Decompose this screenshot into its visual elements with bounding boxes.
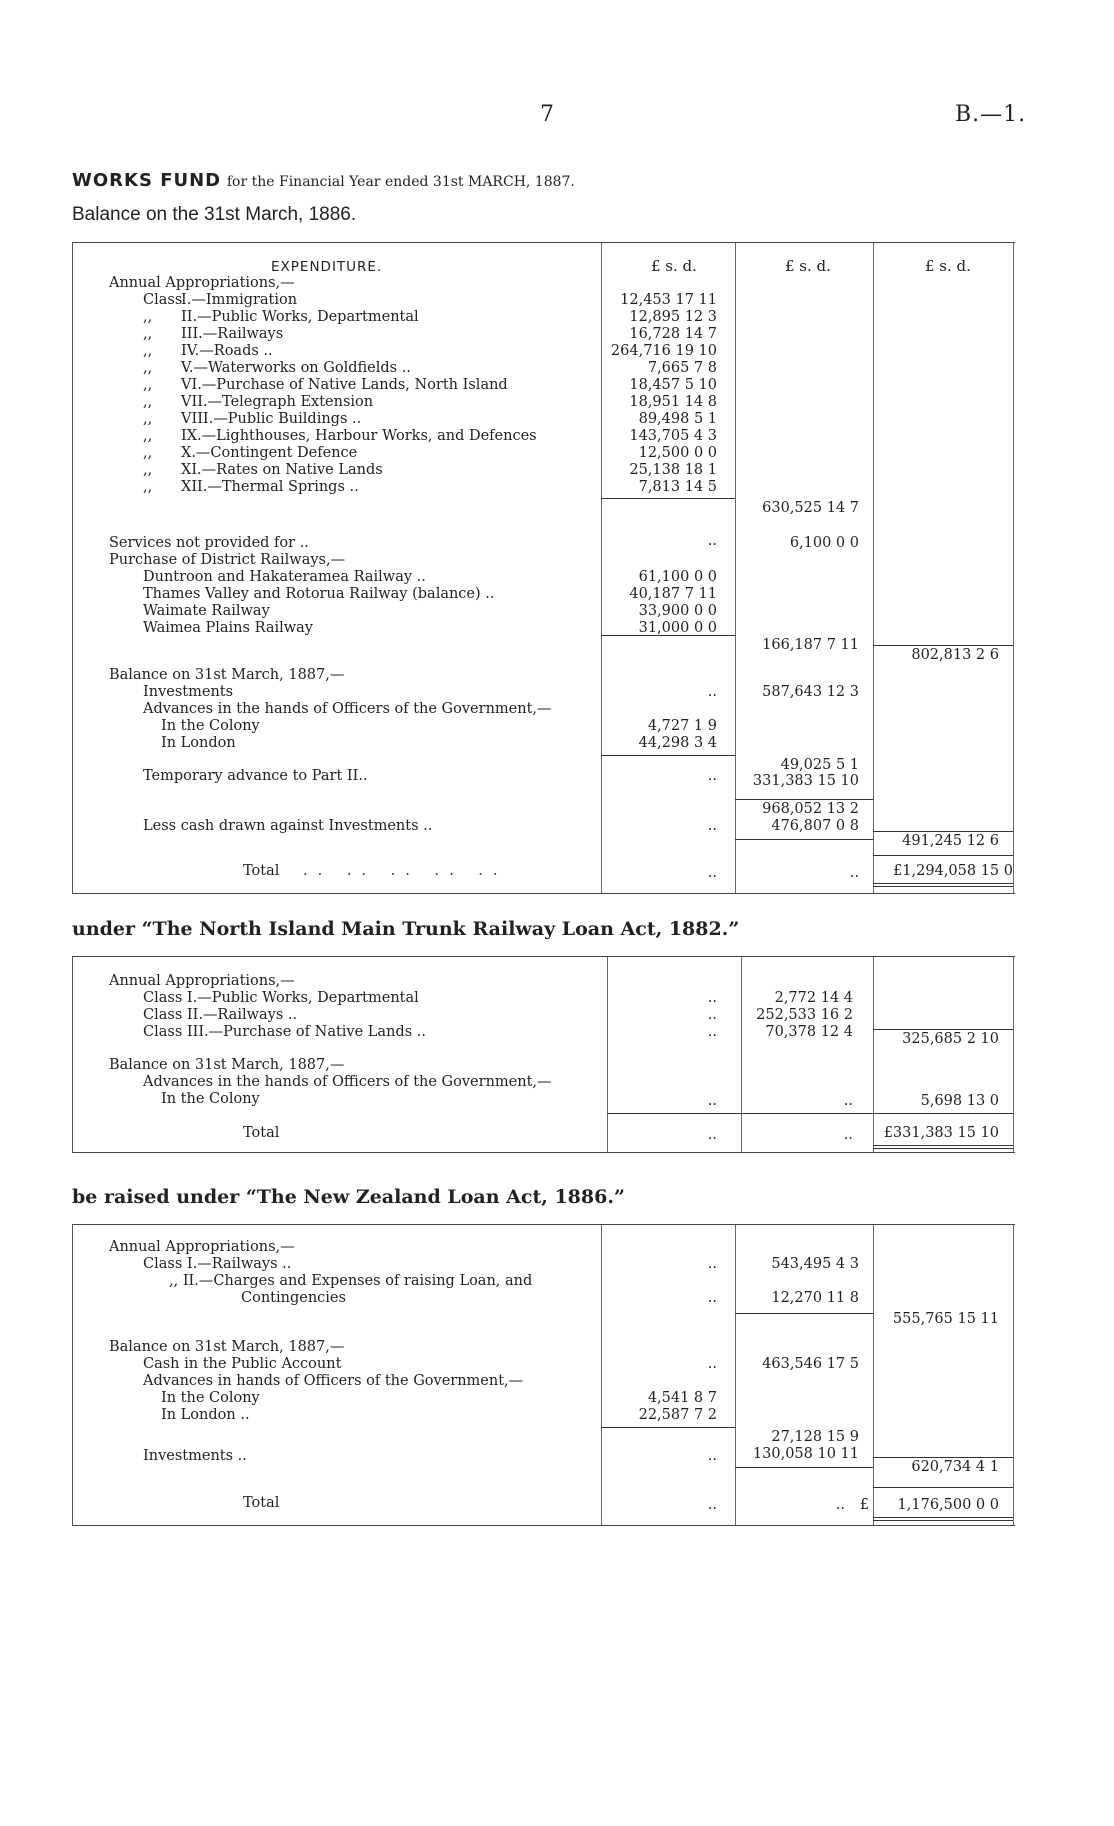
annual-total: 630,525 14 7 <box>762 500 859 516</box>
class-prefix: ,, <box>143 479 153 495</box>
railway-label: Waimea Plains Railway <box>143 620 313 636</box>
s3-class1-label: Class I.—Railways .. <box>143 1256 292 1272</box>
temporary-advance-value: 331,383 15 10 <box>752 773 859 789</box>
s3-balance-total: 620,734 4 1 <box>911 1459 999 1475</box>
s3-class1-value: 543,495 4 3 <box>771 1256 859 1272</box>
s3-london-label: In London .. <box>161 1407 250 1423</box>
class-prefix: Class <box>143 292 183 308</box>
works-fund-title-big: WORKS FUND <box>72 170 222 191</box>
london-value: 44,298 3 4 <box>638 735 717 751</box>
class-prefix: ,, <box>143 394 153 410</box>
class-label: X.—Contingent Defence <box>181 445 358 461</box>
railways-total: 166,187 7 11 <box>762 637 859 653</box>
section2-table <box>72 956 1015 1153</box>
s3-cash-dots: .. <box>707 1356 717 1372</box>
s3-colony-value: 4,541 8 7 <box>647 1390 717 1406</box>
class-label: XII.—Thermal Springs .. <box>181 479 359 495</box>
s3-cash-label: Cash in the Public Account <box>143 1356 342 1372</box>
s3-colony-label: In the Colony <box>161 1390 260 1406</box>
s2-advances-label: Advances in the hands of Officers of the Government,— <box>143 1074 552 1090</box>
s2-class-dots: .. <box>707 1024 717 1040</box>
purchase-label: Purchase of District Railways,— <box>109 552 346 568</box>
class-prefix: ,, <box>143 309 153 325</box>
s2-colony-label: In the Colony <box>161 1091 260 1107</box>
class-prefix: ,, <box>143 343 153 359</box>
expenditure-table <box>72 242 1015 894</box>
s3-total-dots1: .. <box>707 1497 717 1513</box>
class-label: I.—Immigration <box>181 292 298 308</box>
grand-total: £1,294,058 15 0 <box>893 863 1013 879</box>
s2-total-dots1: .. <box>707 1127 717 1143</box>
expenditure-heading: EXPENDITURE. <box>271 259 383 275</box>
class-label: II.—Public Works, Departmental <box>181 309 419 325</box>
class-prefix: ,, <box>143 445 153 461</box>
s2-balance-label: Balance on 31st March, 1887,— <box>109 1057 345 1073</box>
class-prefix: ,, <box>143 462 153 478</box>
class-label: IV.—Roads .. <box>181 343 273 359</box>
s3-total-label: Total <box>243 1495 280 1511</box>
less-cash-label: Less cash drawn against Investments .. <box>143 818 433 834</box>
investments-dots: .. <box>707 684 717 700</box>
temporary-advance-dots: .. <box>707 768 717 784</box>
s3-total-prefix: £ <box>859 1497 869 1513</box>
s2-colony-dots2: .. <box>843 1093 853 1109</box>
class-value: 12,500 0 0 <box>638 445 717 461</box>
less-cash-value: 476,807 0 8 <box>771 818 859 834</box>
s3-class2-dots: .. <box>707 1290 717 1306</box>
class-value: 7,813 14 5 <box>638 479 717 495</box>
class-label: XI.—Rates on Native Lands <box>181 462 383 478</box>
s2-class-dots: .. <box>707 1007 717 1023</box>
subtotal-1: 802,813 2 6 <box>911 647 999 663</box>
class-prefix: ,, <box>143 377 153 393</box>
s2-total-value: £331,383 15 10 <box>883 1125 999 1141</box>
balance-label: Balance on 31st March, 1887,— <box>109 667 345 683</box>
col-head-3: £ s. d. <box>925 257 971 275</box>
s2-total-dots2: .. <box>843 1127 853 1143</box>
class-value: 12,453 17 11 <box>620 292 717 308</box>
class-prefix: ,, <box>143 326 153 342</box>
s3-class1-dots: .. <box>707 1256 717 1272</box>
s2-annual-total: 325,685 2 10 <box>902 1031 999 1047</box>
s3-investments-label: Investments .. <box>143 1448 247 1464</box>
colony-value: 4,727 1 9 <box>647 718 717 734</box>
total-dots-col1: .. <box>707 865 717 881</box>
services-value: 6,100 0 0 <box>789 535 859 551</box>
class-value: 12,895 12 3 <box>629 309 717 325</box>
total-label: Total <box>243 863 280 879</box>
s3-total-value: 1,176,500 0 0 <box>897 1497 999 1513</box>
sum-value: 968,052 13 2 <box>762 801 859 817</box>
class-prefix: ,, <box>143 428 153 444</box>
less-cash-dots: .. <box>707 818 717 834</box>
s2-annual-label: Annual Appropriations,— <box>109 973 295 989</box>
class-value: 25,138 18 1 <box>629 462 717 478</box>
class-label: VIII.—Public Buildings .. <box>181 411 362 427</box>
class-prefix: ,, <box>143 411 153 427</box>
s3-total-dots2: .. <box>835 1497 845 1513</box>
railway-value: 61,100 0 0 <box>638 569 717 585</box>
section2-heading: under “The North Island Main Trunk Railway Loan Act, 1882.” <box>72 918 740 940</box>
class-value: 16,728 14 7 <box>629 326 717 342</box>
section3-heading: be raised under “The New Zealand Loan Act, 1886.” <box>72 1186 625 1208</box>
services-label: Services not provided for .. <box>109 535 309 551</box>
class-value: 143,705 4 3 <box>629 428 717 444</box>
s3-class2-value: 12,270 11 8 <box>771 1290 859 1306</box>
class-label: V.—Waterworks on Goldfields .. <box>181 360 411 376</box>
railway-value: 31,000 0 0 <box>638 620 717 636</box>
page-number: 7 <box>540 102 554 127</box>
s3-advances-label: Advances in hands of Officers of the Government,— <box>143 1373 524 1389</box>
works-fund-title-small: for the Financial Year ended 31st MARCH, 1887. <box>226 174 575 190</box>
class-value: 89,498 5 1 <box>638 411 717 427</box>
section3-table <box>72 1224 1015 1526</box>
s2-class-label: Class I.—Public Works, Departmental <box>143 990 419 1006</box>
advances-total: 49,025 5 1 <box>780 757 859 773</box>
s3-cash-value: 463,546 17 5 <box>762 1356 859 1372</box>
s2-class-label: Class III.—Purchase of Native Lands .. <box>143 1024 426 1040</box>
investments-value: 587,643 12 3 <box>762 684 859 700</box>
balance-total: 491,245 12 6 <box>902 833 999 849</box>
s3-investments-value: 130,058 10 11 <box>752 1446 859 1462</box>
works-fund-title <box>72 170 575 191</box>
s2-class-value: 70,378 12 4 <box>765 1024 853 1040</box>
s2-total-label: Total <box>243 1125 280 1141</box>
temporary-advance-label: Temporary advance to Part II.. <box>143 768 368 784</box>
railway-value: 33,900 0 0 <box>638 603 717 619</box>
s3-balance-label: Balance on 31st March, 1887,— <box>109 1339 345 1355</box>
railway-label: Waimate Railway <box>143 603 270 619</box>
london-label: In London <box>161 735 236 751</box>
s3-advances-total: 27,128 15 9 <box>771 1429 859 1445</box>
annual-appropriations-label: Annual Appropriations,— <box>109 275 295 291</box>
s3-annual-total: 555,765 15 11 <box>892 1311 999 1327</box>
s3-annual-label: Annual Appropriations,— <box>109 1239 295 1255</box>
s3-class2-label-a: ,, II.—Charges and Expenses of raising Loan, and <box>169 1273 533 1289</box>
railway-label: Thames Valley and Rotorua Railway (balance) .. <box>143 586 495 602</box>
col-head-2: £ s. d. <box>785 257 831 275</box>
class-value: 18,457 5 10 <box>629 377 717 393</box>
s2-colony-value: 5,698 13 0 <box>920 1093 999 1109</box>
s3-class2-label-b: Contingencies <box>241 1290 346 1306</box>
s3-london-value: 22,587 7 2 <box>638 1407 717 1423</box>
railway-value: 40,187 7 11 <box>629 586 717 602</box>
class-label: III.—Railways <box>181 326 284 342</box>
railway-label: Duntroon and Hakateramea Railway .. <box>143 569 426 585</box>
class-value: 264,716 19 10 <box>610 343 717 359</box>
s2-class-value: 2,772 14 4 <box>774 990 853 1006</box>
balance-heading: Balance on the 31st March, 1886. <box>72 204 357 225</box>
services-dots: .. <box>707 533 717 549</box>
s2-class-value: 252,533 16 2 <box>756 1007 853 1023</box>
document-reference: B.—1. <box>955 102 1027 127</box>
advances-label: Advances in the hands of Officers of the Government,— <box>143 701 552 717</box>
class-label: IX.—Lighthouses, Harbour Works, and Defences <box>181 428 537 444</box>
s2-class-label: Class II.—Railways .. <box>143 1007 298 1023</box>
class-prefix: ,, <box>143 360 153 376</box>
class-value: 7,665 7 8 <box>647 360 717 376</box>
s3-investments-dots: .. <box>707 1448 717 1464</box>
class-label: VII.—Telegraph Extension <box>181 394 374 410</box>
total-dots: .. .. .. .. .. <box>303 863 508 879</box>
colony-label: In the Colony <box>161 718 260 734</box>
class-value: 18,951 14 8 <box>629 394 717 410</box>
s2-colony-dots1: .. <box>707 1093 717 1109</box>
investments-label: Investments <box>143 684 234 700</box>
class-label: VI.—Purchase of Native Lands, North Island <box>181 377 508 393</box>
s2-class-dots: .. <box>707 990 717 1006</box>
total-dots-col2: .. <box>849 865 859 881</box>
col-head-1: £ s. d. <box>651 257 697 275</box>
